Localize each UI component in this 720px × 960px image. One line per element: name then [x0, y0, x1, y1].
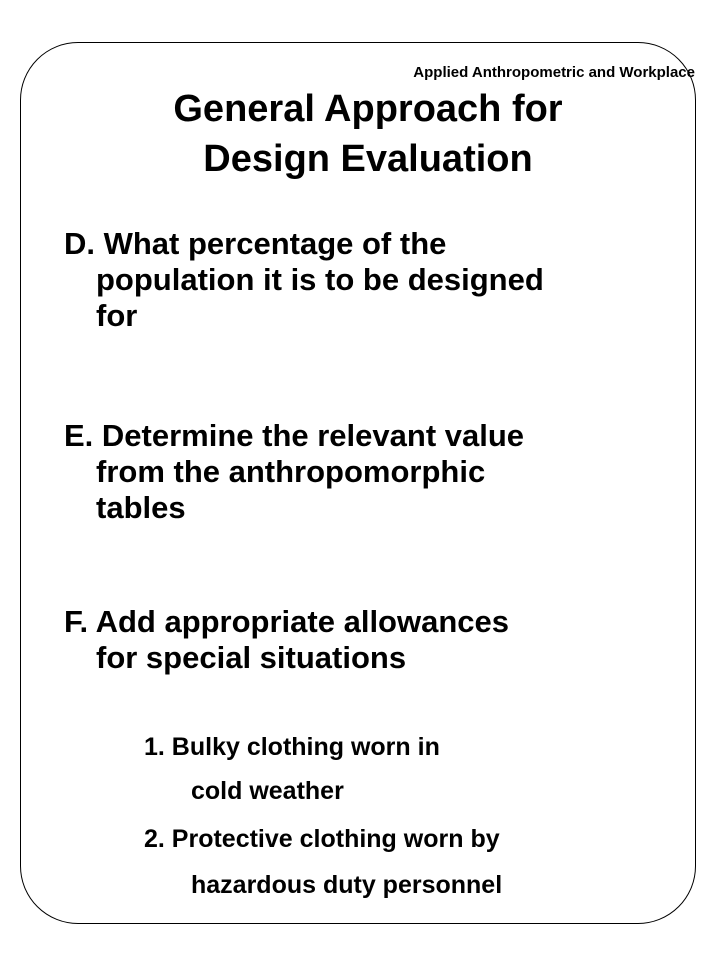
- title-line-1: General Approach for: [173, 88, 563, 130]
- header-note: Applied Anthropometric and Workplace: [413, 64, 695, 81]
- item-d-line-3: for: [96, 298, 138, 333]
- item-e-line-1: E. Determine the relevant value: [64, 418, 525, 453]
- item-d-line-1: D. What percentage of the: [64, 226, 447, 261]
- title-line-2: Design Evaluation: [203, 138, 533, 180]
- subitem-2-line-1: 2. Protective clothing worn by: [144, 825, 500, 853]
- slide-title: [40, 84, 696, 184]
- item-f-line-2: for special situations: [96, 640, 407, 675]
- item-d: [64, 226, 664, 334]
- item-e-line-3: tables: [96, 490, 186, 525]
- subitem-1-line-1: 1. Bulky clothing worn in: [144, 733, 440, 761]
- subitem-2-line-2: hazardous duty personnel: [191, 871, 503, 899]
- item-d-line-2: population it is to be designed: [96, 262, 544, 297]
- item-e-line-2: from the anthropomorphic: [96, 454, 486, 489]
- item-f: [64, 604, 664, 676]
- item-f-line-1: F. Add appropriate allowances: [64, 604, 510, 639]
- item-e: [64, 418, 664, 526]
- subitem-1-line-2: cold weather: [191, 777, 344, 805]
